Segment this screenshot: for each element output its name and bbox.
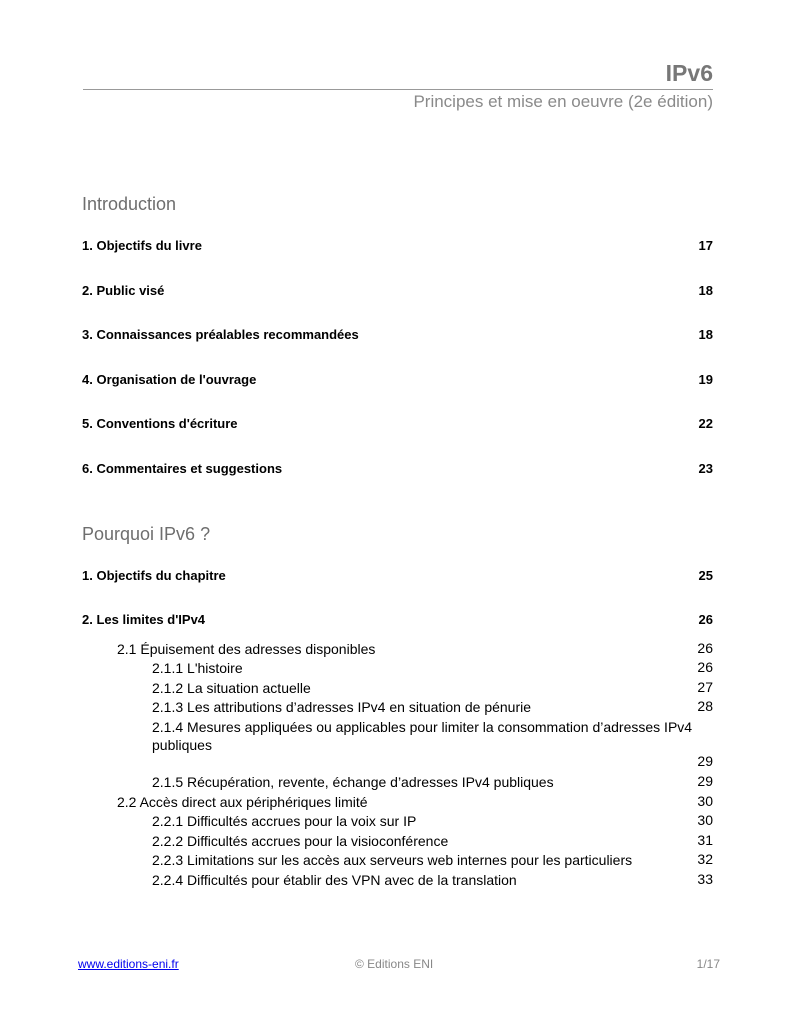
toc-subentry bbox=[117, 793, 713, 811]
toc-entry bbox=[82, 372, 713, 387]
toc-subentry-page: 29 bbox=[697, 773, 713, 789]
toc-entry-label: 3. Connaissances préalables recommandées bbox=[82, 327, 359, 342]
toc-subentry-label: 2.1.2 La situation actuelle bbox=[152, 680, 311, 696]
publisher-link[interactable]: www.editions-eni.fr bbox=[78, 957, 179, 971]
toc-entry bbox=[82, 238, 713, 253]
toc-subentry-label: 2.1.1 L'histoire bbox=[152, 660, 243, 676]
toc-entry bbox=[82, 283, 713, 298]
toc-subentry bbox=[152, 773, 713, 791]
toc-subentry-label: 2.1.5 Récupération, revente, échange d’adresses IPv4 publiques bbox=[152, 774, 554, 790]
toc-subentry bbox=[152, 832, 713, 850]
toc-subentry bbox=[152, 679, 713, 697]
toc-subentry bbox=[152, 698, 713, 716]
toc-entry bbox=[82, 416, 713, 431]
copyright-text: © Editions ENI bbox=[355, 957, 434, 971]
toc-subentry bbox=[152, 851, 713, 869]
toc-entry-label: 1. Objectifs du livre bbox=[82, 238, 202, 253]
toc-subentry-page: 32 bbox=[697, 851, 713, 867]
toc-subentry-label: 2.2.4 Difficultés pour établir des VPN avec de la translation bbox=[152, 872, 517, 888]
toc-subentry-page: 26 bbox=[697, 659, 713, 675]
toc-entry-page: 19 bbox=[698, 372, 713, 387]
toc-entry-page: 18 bbox=[698, 283, 713, 298]
book-subtitle: Principes et mise en oeuvre (2e édition) bbox=[413, 92, 713, 111]
toc-entry-page: 26 bbox=[698, 612, 713, 627]
toc-entry-label: 1. Objectifs du chapitre bbox=[82, 568, 226, 583]
toc-subentry-page: 28 bbox=[697, 698, 713, 714]
toc-entry-label: 2. Public visé bbox=[82, 283, 165, 298]
toc-subentry-label: 2.2.1 Difficultés accrues pour la voix sur IP bbox=[152, 813, 417, 829]
toc-entry bbox=[82, 568, 713, 583]
toc-subentry-label: 2.2.3 Limitations sur les accès aux serveurs web internes pour les particuliers bbox=[152, 852, 633, 868]
toc-entry-page: 17 bbox=[698, 238, 713, 253]
toc-section-introduction bbox=[82, 191, 713, 476]
page-number: 1/17 bbox=[696, 957, 720, 971]
toc-subentry-page: 33 bbox=[697, 871, 713, 887]
toc-entry bbox=[82, 612, 713, 627]
toc-subentry-page: 26 bbox=[697, 640, 713, 656]
toc-subentry bbox=[152, 871, 713, 889]
toc-subentry-page: 27 bbox=[697, 679, 713, 695]
section-title: Introduction bbox=[82, 194, 177, 214]
toc-subentry-label: 2.2.2 Difficultés accrues pour la visioconférence bbox=[152, 833, 449, 849]
toc-subentry bbox=[117, 640, 713, 658]
toc-subentry-page: 30 bbox=[697, 793, 713, 809]
toc-entry-label: 2. Les limites d'IPv4 bbox=[82, 612, 206, 627]
toc-subentry bbox=[152, 812, 713, 830]
toc-subentry-label: 2.1.3 Les attributions d’adresses IPv4 en situation de pénurie bbox=[152, 699, 532, 715]
toc-subentry-page: 30 bbox=[697, 812, 713, 828]
toc-subentry bbox=[152, 718, 713, 774]
toc-entry-page: 23 bbox=[698, 461, 713, 476]
toc-section-pourquoi-ipv6 bbox=[82, 521, 713, 888]
toc-entry bbox=[82, 327, 713, 342]
toc-subentry-label: 2.1 Épuisement des adresses disponibles bbox=[117, 641, 376, 657]
header-rule bbox=[83, 89, 713, 90]
toc-entry-page: 22 bbox=[698, 416, 713, 431]
toc-entry-page: 25 bbox=[698, 568, 713, 583]
toc-entry-label: 5. Conventions d'écriture bbox=[82, 416, 238, 431]
toc-subentry-label: 2.2 Accès direct aux périphériques limité bbox=[117, 794, 368, 810]
toc-subentry-label: 2.1.4 Mesures appliquées ou applicables pour limiter la consommation d’adresses IPv4 publiques bbox=[152, 719, 693, 753]
toc-entry-page: 18 bbox=[698, 327, 713, 342]
toc-subentry-page: 29 bbox=[697, 753, 713, 769]
toc-entry-label: 4. Organisation de l'ouvrage bbox=[82, 372, 257, 387]
book-title: IPv6 bbox=[665, 60, 713, 86]
toc-subentry-page: 31 bbox=[697, 832, 713, 848]
toc-entry bbox=[82, 461, 713, 476]
section-title: Pourquoi IPv6 ? bbox=[82, 524, 211, 544]
toc-subentry bbox=[152, 659, 713, 677]
toc-entry-label: 6. Commentaires et suggestions bbox=[82, 461, 283, 476]
